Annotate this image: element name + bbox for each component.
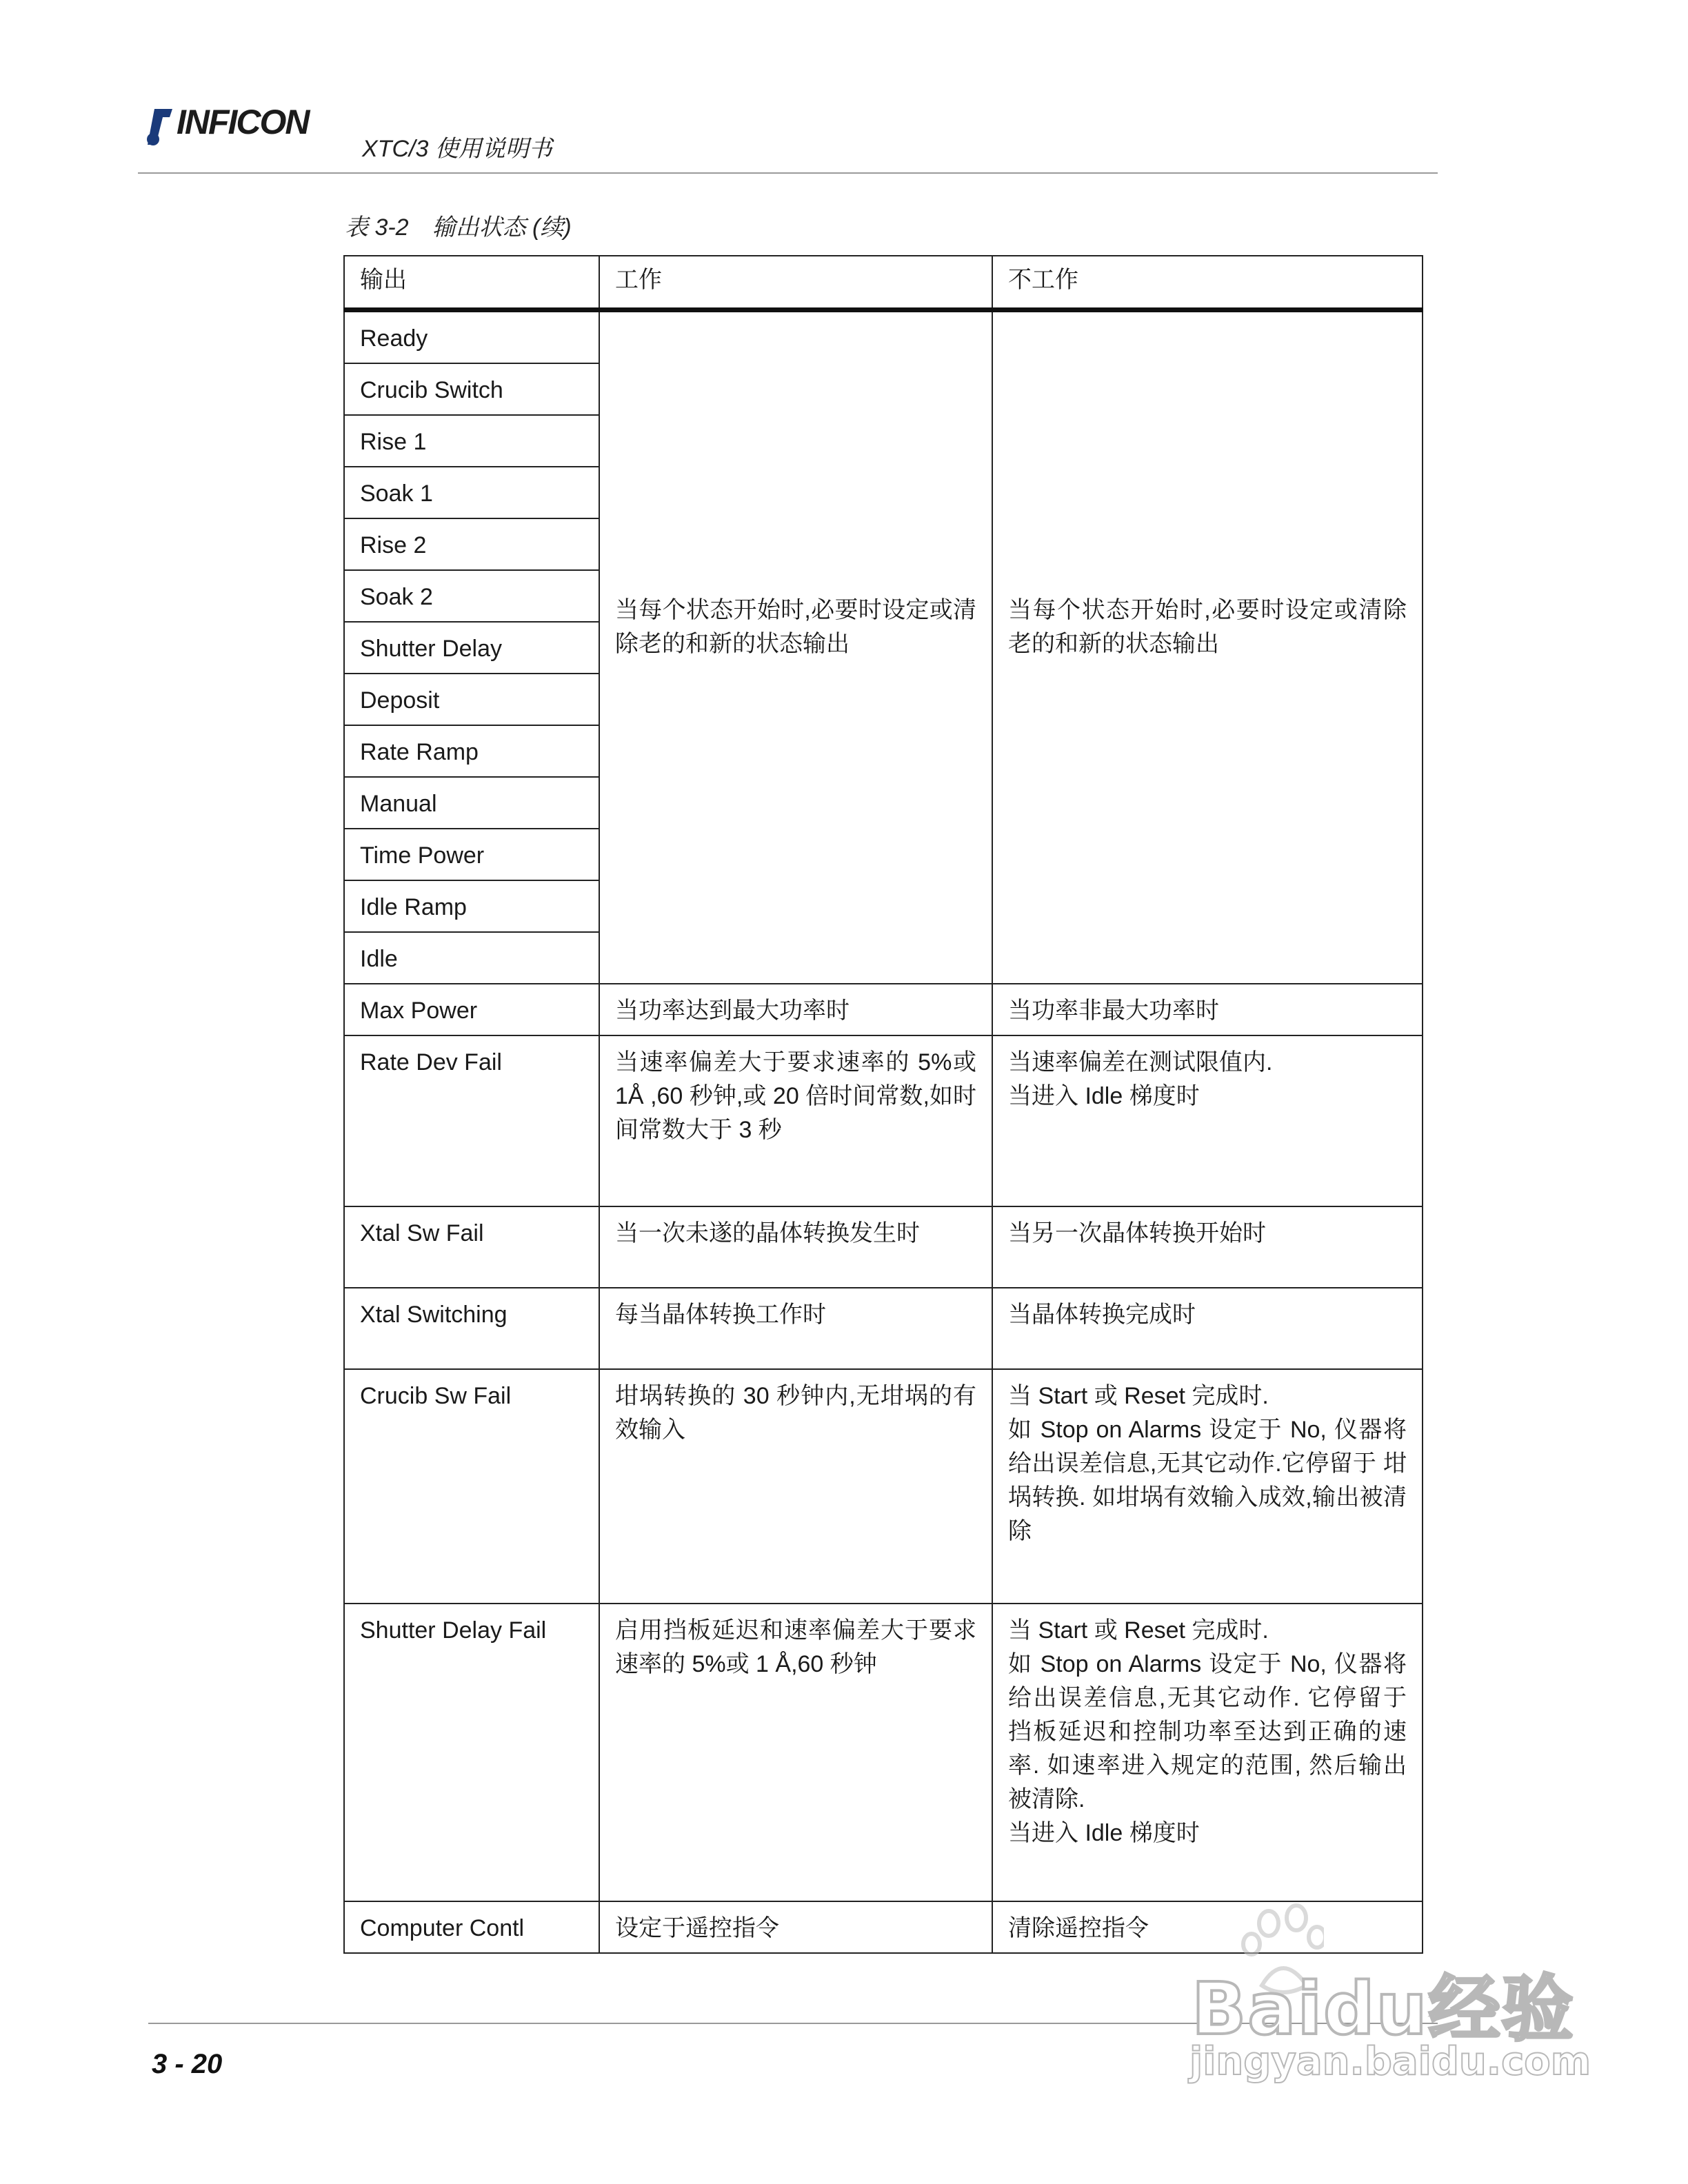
- output-name: Ready: [344, 310, 599, 364]
- inficon-logo-icon: [145, 105, 178, 149]
- output-name: Rate Ramp: [344, 725, 599, 777]
- off-condition: 当 Start 或 Reset 完成时. 如 Stop on Alarms 设定于 No, 仪器将给出误差信息,无其它动作.它停留于 坩埚转换. 如坩埚有效输入成效,输出被清除: [992, 1369, 1423, 1604]
- off-condition: 当另一次晶体转换开始时: [992, 1206, 1423, 1288]
- page-number: 3 - 20: [152, 2049, 223, 2079]
- on-condition: 当功率达到最大功率时: [599, 984, 992, 1035]
- table-row: [344, 1604, 1423, 1901]
- on-condition: 当速率偏差大于要求速率的 5%或 1Å ,60 秒钟,或 20 倍时间常数,如时间常数大于 3 秒: [599, 1035, 992, 1206]
- output-name: Xtal Switching: [344, 1288, 599, 1369]
- output-name: Soak 1: [344, 467, 599, 518]
- on-condition: 当一次未遂的晶体转换发生时: [599, 1206, 992, 1288]
- output-status-table: [343, 255, 1423, 1954]
- table-header-row: [344, 256, 1423, 310]
- off-condition: 当 Start 或 Reset 完成时. 如 Stop on Alarms 设定于 No, 仪器将给出误差信息,无其它动作. 它停留于 挡板延迟和控制功率至达到正确的速率. 如速率进入规定的范围, 然后输出被清除. 当进入 Idle 梯度时: [992, 1604, 1423, 1901]
- output-name: Shutter Delay Fail: [344, 1604, 599, 1901]
- table-row: [344, 984, 1423, 1035]
- watermark-url: jingyan.baidu.com: [1189, 2039, 1591, 2084]
- output-name: Manual: [344, 777, 599, 829]
- on-condition: 坩埚转换的 30 秒钟内,无坩埚的有效输入: [599, 1369, 992, 1604]
- output-name: Idle: [344, 932, 599, 984]
- header-on: 工作: [599, 256, 992, 310]
- output-name: Computer Contl: [344, 1901, 599, 1953]
- header-output: 输出: [344, 256, 599, 310]
- off-condition: 清除遥控指令: [992, 1901, 1423, 1953]
- document-title: XTC/3 使用说明书: [362, 136, 552, 162]
- output-name: Max Power: [344, 984, 599, 1035]
- state-on-cell: [599, 310, 992, 984]
- on-condition: 设定于遥控指令: [599, 1901, 992, 1953]
- page-header: [0, 0, 1688, 179]
- state-off-text: 当每个状态开始时,必要时设定或清除老的和新的状态输出: [1008, 596, 1407, 657]
- output-name: Crucib Sw Fail: [344, 1369, 599, 1604]
- table-row: [344, 1035, 1423, 1206]
- output-name: Rise 2: [344, 518, 599, 570]
- state-off-cell: [992, 310, 1423, 984]
- off-condition: 当功率非最大功率时: [992, 984, 1423, 1035]
- output-name: Rate Dev Fail: [344, 1035, 599, 1206]
- table-row: [344, 1206, 1423, 1288]
- output-name: Xtal Sw Fail: [344, 1206, 599, 1288]
- state-on-text: 当每个状态开始时,必要时设定或清除老的和新的状态输出: [615, 596, 976, 657]
- output-name: Crucib Switch: [344, 363, 599, 415]
- off-condition: 当速率偏差在测试限值内. 当进入 Idle 梯度时: [992, 1035, 1423, 1206]
- output-name: Rise 1: [344, 415, 599, 467]
- header-off: 不工作: [992, 256, 1423, 310]
- table-row: [344, 1288, 1423, 1369]
- table-row: [344, 310, 1423, 364]
- off-condition: 当晶体转换完成时: [992, 1288, 1423, 1369]
- output-name: Idle Ramp: [344, 880, 599, 932]
- on-condition: 启用挡板延迟和速率偏差大于要求速率的 5%或 1 Å,60 秒钟: [599, 1604, 992, 1901]
- output-name: Time Power: [344, 829, 599, 880]
- output-name: Shutter Delay: [344, 622, 599, 674]
- on-condition: 每当晶体转换工作时: [599, 1288, 992, 1369]
- output-name: Soak 2: [344, 570, 599, 622]
- table-caption: 表 3-2 输出状态 (续): [345, 214, 572, 241]
- header-divider: [138, 172, 1438, 174]
- brand-logo-text: INFICON: [177, 103, 309, 141]
- table-row: [344, 1369, 1423, 1604]
- output-name: Deposit: [344, 674, 599, 725]
- watermark-main: Baidu经验: [1192, 1967, 1575, 2051]
